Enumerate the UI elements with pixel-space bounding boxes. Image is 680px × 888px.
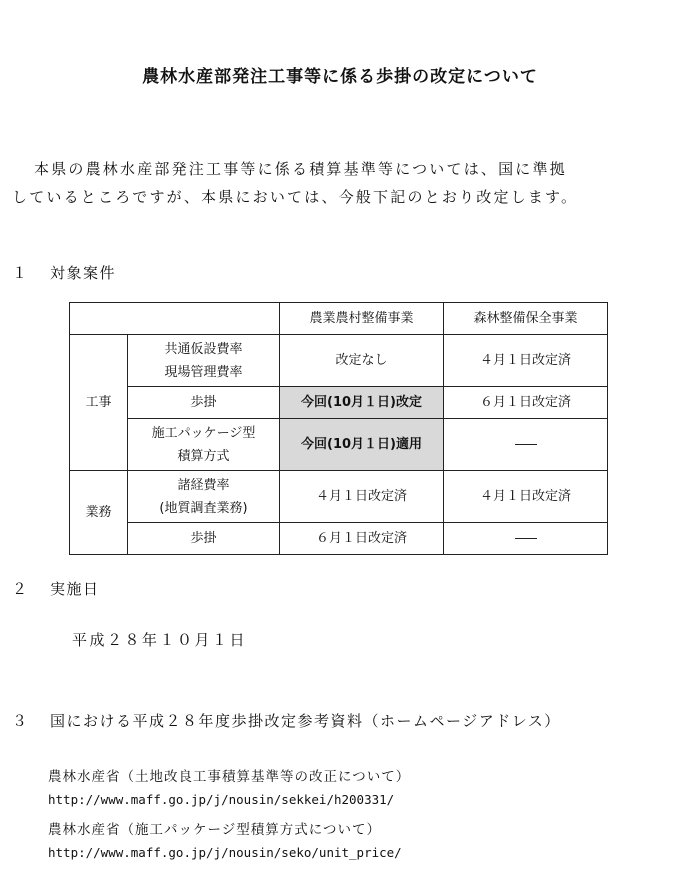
row-col2: ４月１日改定済 — [444, 471, 608, 523]
table-header-col2: 森林整備保全事業 — [444, 303, 608, 335]
table-row — [70, 387, 608, 419]
reference-label-1: 農林水産省（土地改良工事積算基準等の改正について） — [48, 769, 411, 785]
row-item-line2: 積算方式 — [177, 448, 230, 464]
section-2-number: ２ — [12, 580, 29, 598]
row-item-line1: 共通仮設費率 — [164, 341, 243, 357]
intro-line-1: 本県の農林水産部発注工事等に係る積算基準等については、国に準拠 — [34, 160, 567, 178]
row-col2 — [444, 523, 608, 555]
row-item: 歩掛 — [128, 387, 280, 419]
reference-url-1[interactable]: http://www.maff.go.jp/j/nousin/sekkei/h200331/ — [48, 792, 395, 807]
group-construction: 工事 — [70, 335, 128, 471]
intro-line-2: しているところですが、本県においては、今般下記のとおり改定します。 — [12, 188, 579, 206]
section-3-heading — [12, 710, 561, 731]
table-row — [70, 471, 608, 523]
row-item: 歩掛 — [128, 523, 280, 555]
row-item-line2: 現場管理費率 — [164, 364, 243, 380]
reference-url-2[interactable]: http://www.maff.go.jp/j/nousin/seko/unit_price/ — [48, 845, 402, 860]
table-row — [70, 419, 608, 471]
row-col2 — [444, 419, 608, 471]
row-item-line1: 諸経費率 — [177, 477, 230, 493]
row-item-line2: (地質調査業務) — [159, 500, 248, 516]
reference-label-2: 農林水産省（施工パッケージ型積算方式について） — [48, 822, 381, 838]
table-header-col1: 農業農村整備事業 — [280, 303, 444, 335]
row-item-line1: 施工パッケージ型 — [151, 425, 256, 441]
row-item — [128, 335, 280, 387]
target-items-table — [69, 302, 608, 555]
dash-mark — [515, 538, 537, 539]
section-1-heading — [12, 262, 116, 283]
effective-date: 平成２８年１０月１日 — [72, 631, 248, 649]
page-title: 農林水産部発注工事等に係る歩掛の改定について — [142, 67, 538, 87]
row-col1: 改定なし — [280, 335, 444, 387]
row-col1-highlight: 今回(10月１日)適用 — [280, 419, 444, 471]
section-1-number: １ — [12, 264, 29, 282]
section-3-title: 国における平成２８年度歩掛改定参考資料（ホームページアドレス） — [50, 712, 561, 730]
row-col1: ４月１日改定済 — [280, 471, 444, 523]
row-col1-highlight: 今回(10月１日)改定 — [280, 387, 444, 419]
dash-mark — [515, 444, 537, 445]
table-row — [70, 335, 608, 387]
row-item — [128, 419, 280, 471]
section-3-number: ３ — [12, 712, 29, 730]
row-col1: ６月１日改定済 — [280, 523, 444, 555]
table-header-blank — [70, 303, 280, 335]
row-col2: ４月１日改定済 — [444, 335, 608, 387]
table-header-row — [70, 303, 608, 335]
row-col2: ６月１日改定済 — [444, 387, 608, 419]
section-1-title: 対象案件 — [50, 264, 117, 282]
section-2-heading — [12, 578, 100, 599]
group-service: 業務 — [70, 471, 128, 555]
section-2-title: 実施日 — [50, 580, 100, 598]
table-row — [70, 523, 608, 555]
row-item — [128, 471, 280, 523]
